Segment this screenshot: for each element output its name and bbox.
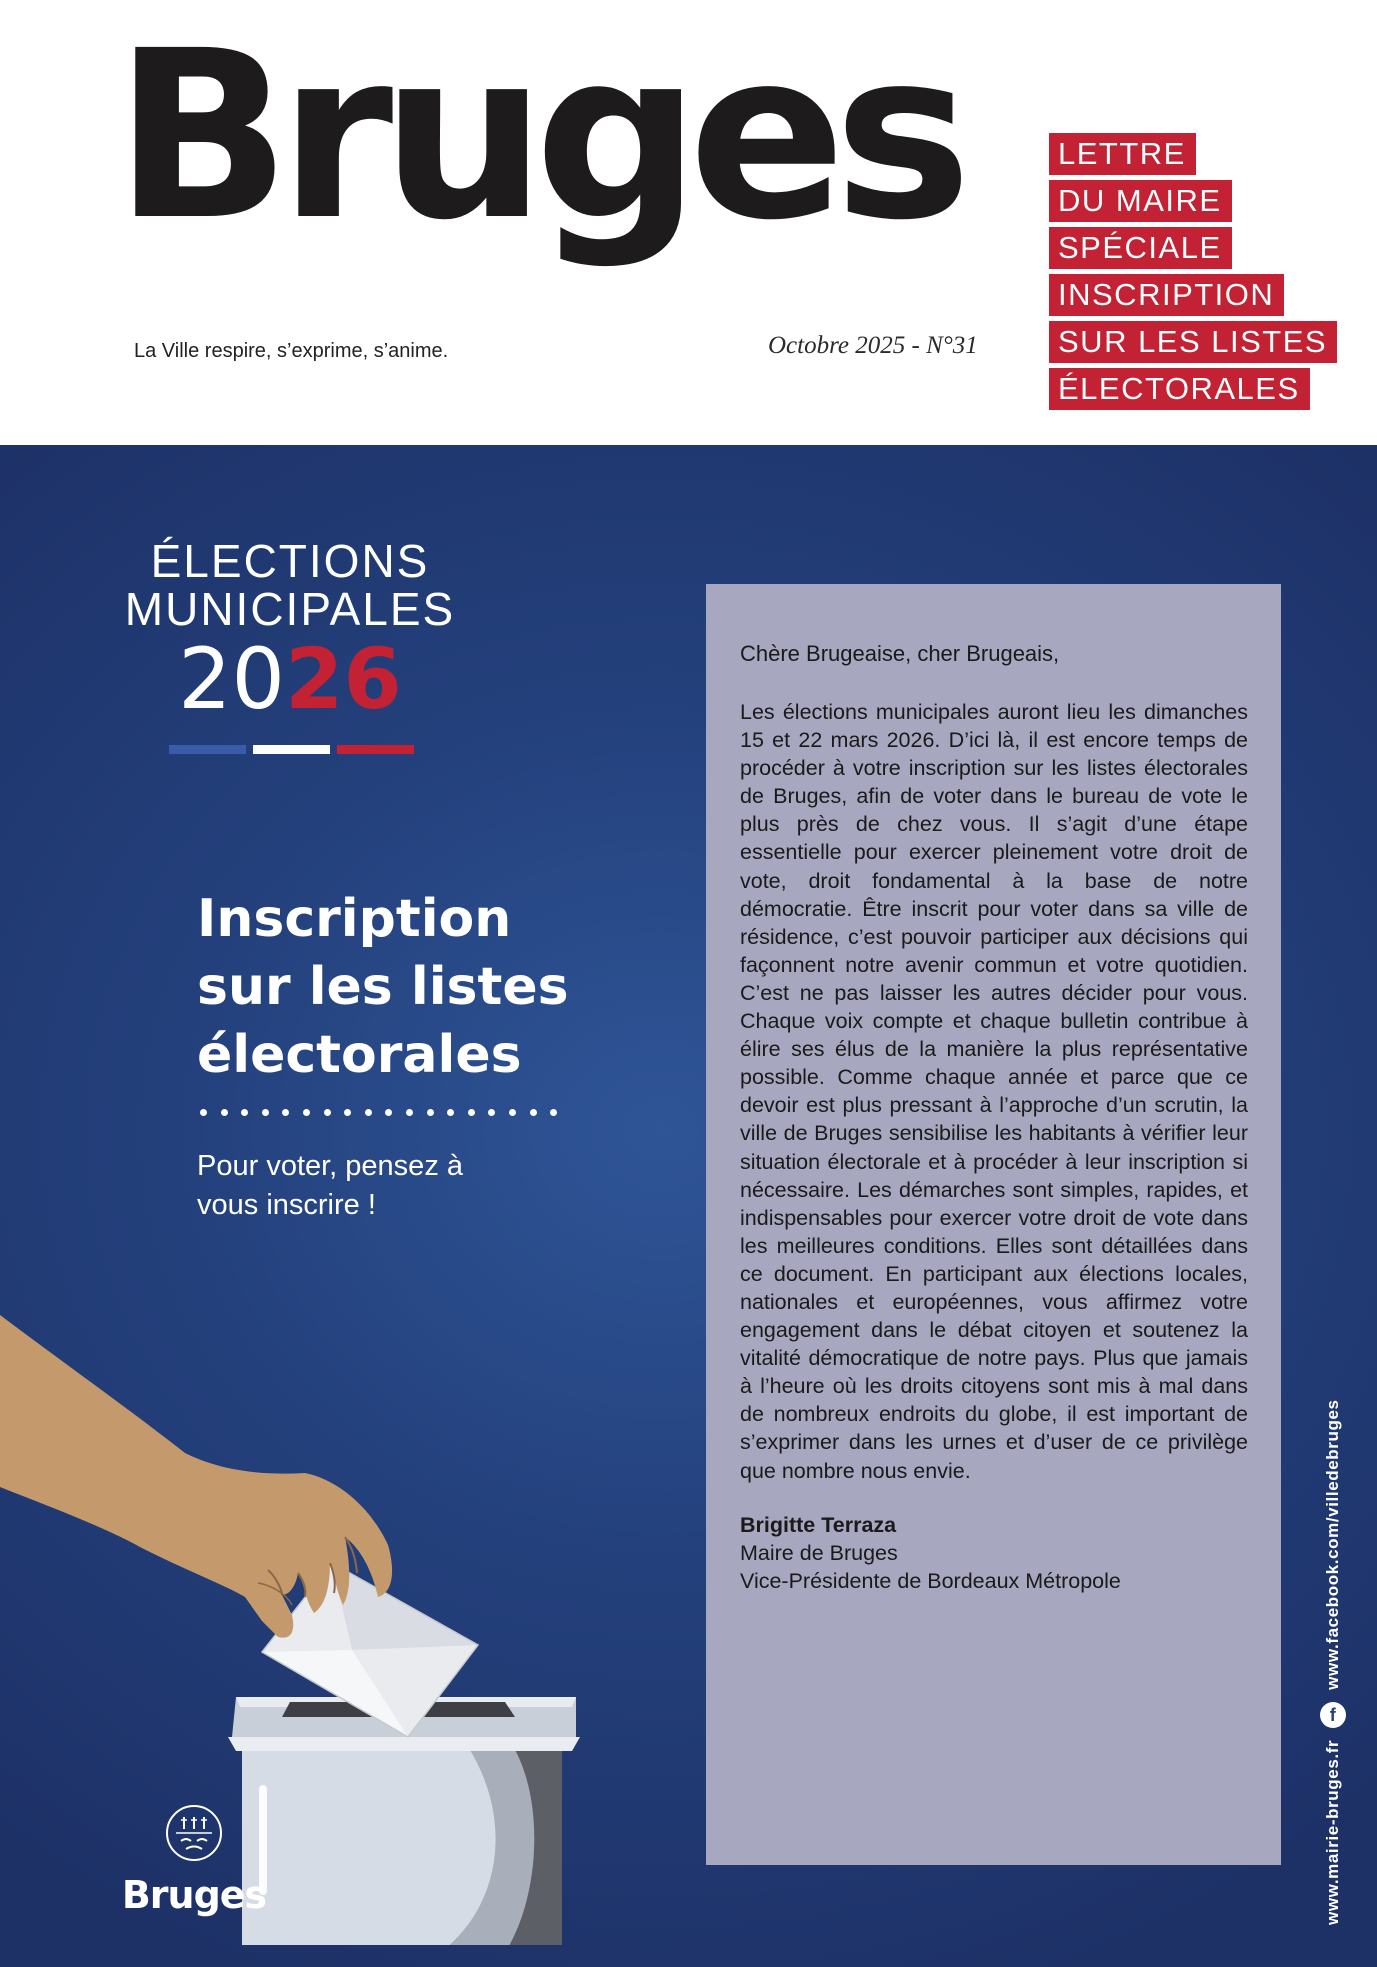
masthead-title: Bruges (114, 1, 960, 271)
signature-title: Vice-Présidente de Bordeaux Métropole (740, 1568, 1121, 1593)
elections-year (90, 630, 490, 728)
banner-line: ÉLECTORALES (1049, 368, 1310, 410)
header (0, 0, 1377, 445)
elections-line1: ÉLECTIONS (150, 535, 430, 587)
facebook-icon[interactable]: f (1320, 1702, 1346, 1728)
flag-bar-red (337, 745, 414, 754)
banner-line: SPÉCIALE (1049, 227, 1232, 269)
tagline: La Ville respire, s’exprime, s’anime. (134, 340, 449, 362)
elections-badge (90, 535, 490, 728)
headline-line: électorales (197, 1025, 522, 1085)
facebook-link[interactable]: www.facebook.com/villedebruges (1323, 1399, 1342, 1690)
year-red-part: 26 (284, 630, 402, 728)
elections-line2: MUNICIPALES (124, 583, 456, 635)
banner-line: LETTRE (1049, 133, 1196, 175)
signature-name: Brigitte Terraza (740, 1512, 897, 1537)
letter-signature (740, 1511, 1248, 1595)
headline-title (197, 885, 577, 1089)
city-logo (104, 1803, 284, 1917)
city-crest-icon (164, 1803, 224, 1863)
banner-line: DU MAIRE (1049, 180, 1232, 222)
letter-body: Les élections municipales auront lieu les dimanches 15 et 22 mars 2026. D’ici là, il est encore temps de procéder à votre inscription sur les listes électorales de Bruges, afin de voter dans le bureau de vote le plus près de chez vous. Il s’agit d’une étape essentielle pour exercer pleinement votre droit de vote, droit fondamental à la base de notre démocratie. Être inscrit pour voter dans sa ville de résidence, c’est pouvoir participer aux décisions qui façonnent notre avenir commun et votre quotidien. C’est ne pas laisser les autres décider pour vous. Chaque voix compte et chaque bulletin contribue à élire ses élus de la manière la plus représentative possible. Comme chaque année et parce que ce devoir est plus pressant à l’approche d’un scrutin, la ville de Bruges sensibilise les habitants à vérifier leur situation électorale et à procéder à leur inscription si nécessaire. Les démarches sont simples, rapides, et indispensables pour exercer votre droit de vote dans les meilleures conditions. Elles sont détaillées dans ce document. En participant aux élections locales, nationales et européennes, vous affirmez votre engagement dans le débat citoyen et soutenez la vitalité démocratique de notre pays. Plus que jamais à l’heure où les droits citoyens sont mis à mal dans de nombreux endroits du globe, il est important de s’exprimer dans les urnes et d’user de ce privilège que nombre nous envie. (740, 700, 1248, 1483)
logo-wordmark: Bruges (121, 1873, 267, 1917)
year-white-part: 20 (178, 630, 285, 728)
letter-greeting: Chère Brugeaise, cher Brugeais, (740, 641, 1060, 666)
signature-title: Maire de Bruges (740, 1540, 898, 1565)
flag-bar-white (253, 745, 330, 754)
subtitle-line: vous inscrire ! (197, 1189, 376, 1221)
cover-panel (0, 445, 1377, 1967)
website-link[interactable]: www.mairie-bruges.fr (1323, 1739, 1342, 1925)
social-links (1320, 1399, 1346, 1925)
subtitle-line: Pour voter, pensez à (197, 1150, 463, 1182)
issue-number: Octobre 2025 - N°31 (768, 332, 978, 359)
mayor-letter (706, 584, 1281, 1865)
headline-line: sur les listes (197, 957, 569, 1017)
banner-line: INSCRIPTION (1049, 274, 1284, 316)
issue-topic-banner (1049, 133, 1337, 415)
headline-line: Inscription (197, 889, 512, 949)
flag-bar-blue (169, 745, 246, 754)
ballot-box-illustration (0, 1085, 600, 1945)
banner-line: SUR LES LISTES (1049, 321, 1337, 363)
